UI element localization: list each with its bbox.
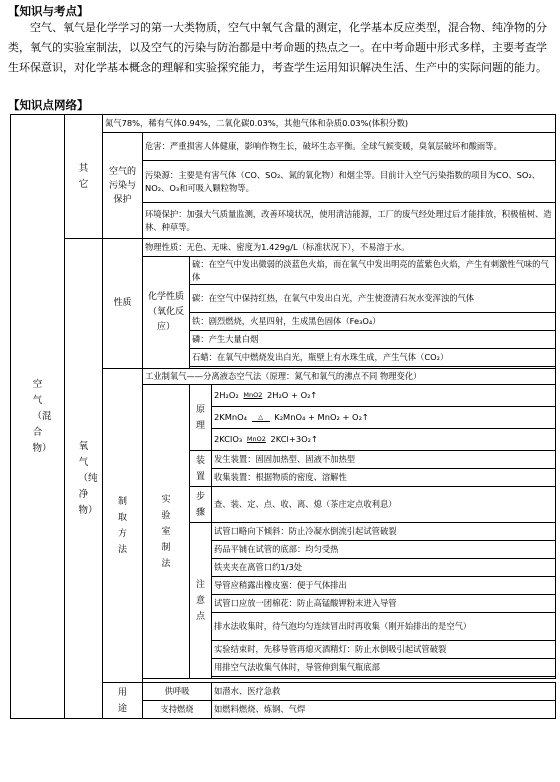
- apparatus-label: 装置: [190, 451, 212, 487]
- use-breathing-label: 供呼吸: [143, 683, 212, 701]
- pollution-protection-label: 空气的污染与保护: [103, 133, 143, 239]
- equation-kclo3: [212, 429, 556, 451]
- note-item: 试管口略向下倾斜：防止冷凝水倒流引起试管破裂: [212, 523, 556, 541]
- eq1-catalyst: MnO2: [243, 391, 263, 400]
- chemical-properties-label: 化学性质（氧化反应）: [143, 257, 190, 369]
- oxygen-category: 氧气（纯净物）: [65, 239, 103, 719]
- intro-paragraph: [8, 18, 556, 78]
- note-item: 导管应稍露出橡皮塞：便于气体排出: [212, 577, 556, 595]
- eq2-heat: △: [258, 412, 264, 421]
- eq2-reactant: 2KMnO₄: [214, 412, 247, 423]
- eq2-condition: [252, 414, 270, 422]
- steps-content: 查、装、定、点、收、离、熄（茶庄定点收利息）: [212, 487, 556, 523]
- note-item: 药品平铺在试管的底部：均匀受热: [212, 541, 556, 559]
- phosphorus-property: 磷：产生大量白烟: [190, 331, 556, 349]
- sulfur-property: 硫：在空气中发出微弱的淡蓝色火焰，而在氧气中发出明亮的蓝紫色火焰，产生有刺激性气味的气体: [190, 257, 556, 285]
- eq1-reactant: 2H₂O₂: [214, 390, 239, 401]
- use-combustion: 如燃料燃烧、炼钢、气焊: [212, 701, 556, 719]
- note-item: 实验结束时，先移导管再熄灭酒精灯：防止水倒吸引起试管破裂: [212, 641, 556, 659]
- eq3-product: 2KCl+3O₂↑: [270, 434, 318, 445]
- preparation-method-label: 制取方法: [103, 369, 143, 683]
- note-item: 铁夹夹在离管口约1/3处: [212, 559, 556, 577]
- pollution-sources: 污染源：主要是有害气体（CO、SO₂、氮的氧化物）和烟尘等。目前计入空气污染指数的项目为CO、SO₂、NO₂、O₃和可吸入颗粒物等。: [143, 161, 556, 203]
- eq3-catalyst: MnO2: [246, 435, 266, 444]
- eq3-reactant: 2KClO₃: [214, 434, 243, 445]
- heading-knowledge-network: 【知识点网络】: [8, 98, 89, 112]
- note-item: 用排空气法收集气体时，导管伸到集气瓶底部: [212, 659, 556, 677]
- paraffin-property: 石蜡：在氧气中燃烧发出白光，瓶壁上有水珠生成，产生气体（CO₂）: [190, 349, 556, 367]
- generator-apparatus: 发生装置：固固加热型、固液不加热型: [212, 451, 556, 469]
- notes-label: 注意点: [190, 523, 212, 679]
- carbon-property: 碳：在空气中保持红热，在氧气中发出白光，产生使澄清石灰水变浑浊的气体: [190, 285, 556, 313]
- heading-knowledge-points: 【知识与考点】: [8, 4, 89, 18]
- collector-apparatus: 收集装置：根据物质的密度、溶解性: [212, 469, 556, 487]
- use-breathing: 如潜水、医疗急救: [212, 683, 556, 701]
- knowledge-network-table: [10, 114, 556, 719]
- uses-label: 用途: [103, 683, 143, 719]
- eq3-condition: [247, 436, 266, 443]
- lab-preparation-label: 实验室制法: [143, 385, 190, 679]
- use-combustion-label: 支持燃烧: [143, 701, 212, 719]
- air-composition: 氮气78%，稀有气体0.94%，二氧化碳0.03%，其他气体和杂质0.03%(体积分数): [103, 115, 556, 133]
- environmental-protection: 环境保护：加强大气质量监测，改善环境状况，使用清洁能源，工厂的废气经处理过后才能排放，积极植树、造林、种草等。: [143, 203, 556, 239]
- pollution-harm: 危害：严重损害人体健康，影响作物生长，破坏生态平衡。全球气候变暖，臭氧层破坏和酸雨等。: [143, 133, 556, 161]
- equation-h2o2: [212, 385, 556, 407]
- physical-properties: 物理性质：无色、无味、密度为1.429g/L（标准状况下），不易溶于水。: [143, 239, 556, 257]
- industrial-preparation: 工业制氧气——分离液态空气法（原理：氮气和氧气的沸点不同 物理变化）: [143, 369, 556, 385]
- air-category: 空气（混合物）: [11, 115, 65, 719]
- iron-property: 铁：剧烈燃烧，火星四射，生成黑色固体（Fe₃O₄）: [190, 313, 556, 331]
- intro-text: 空气、氧气是化学学习的第一大类物质，空气中氧气含量的测定，化学基本反应类型，混合物、纯净物的分类，氧气的实验室制法，以及空气的污染与防治都是中考命题的热点之一。在中考命题中形式多样，主要考查学生环保意识，对化学基本概念的理解和实验探究能力，考查学生运用知识解决生活、生产中的实际问题的能力。: [8, 21, 547, 74]
- eq2-product: K₂MnO₄ + MnO₂ + O₂↑: [274, 412, 369, 423]
- note-item: 试管口应放一团棉花：防止高锰酸钾粉末进入导管: [212, 595, 556, 613]
- eq1-condition: [243, 392, 262, 399]
- equation-kmno4: [212, 407, 556, 429]
- note-item: 排水法收集时，待气泡均匀连续冒出时再收集（刚开始排出的是空气）: [212, 613, 556, 641]
- other-category: 其它: [65, 115, 103, 239]
- steps-label: 步骤: [190, 487, 212, 523]
- principle-label: 原理: [190, 385, 212, 451]
- properties-label: 性质: [103, 239, 143, 369]
- eq1-product: 2H₂O + O₂↑: [266, 390, 318, 401]
